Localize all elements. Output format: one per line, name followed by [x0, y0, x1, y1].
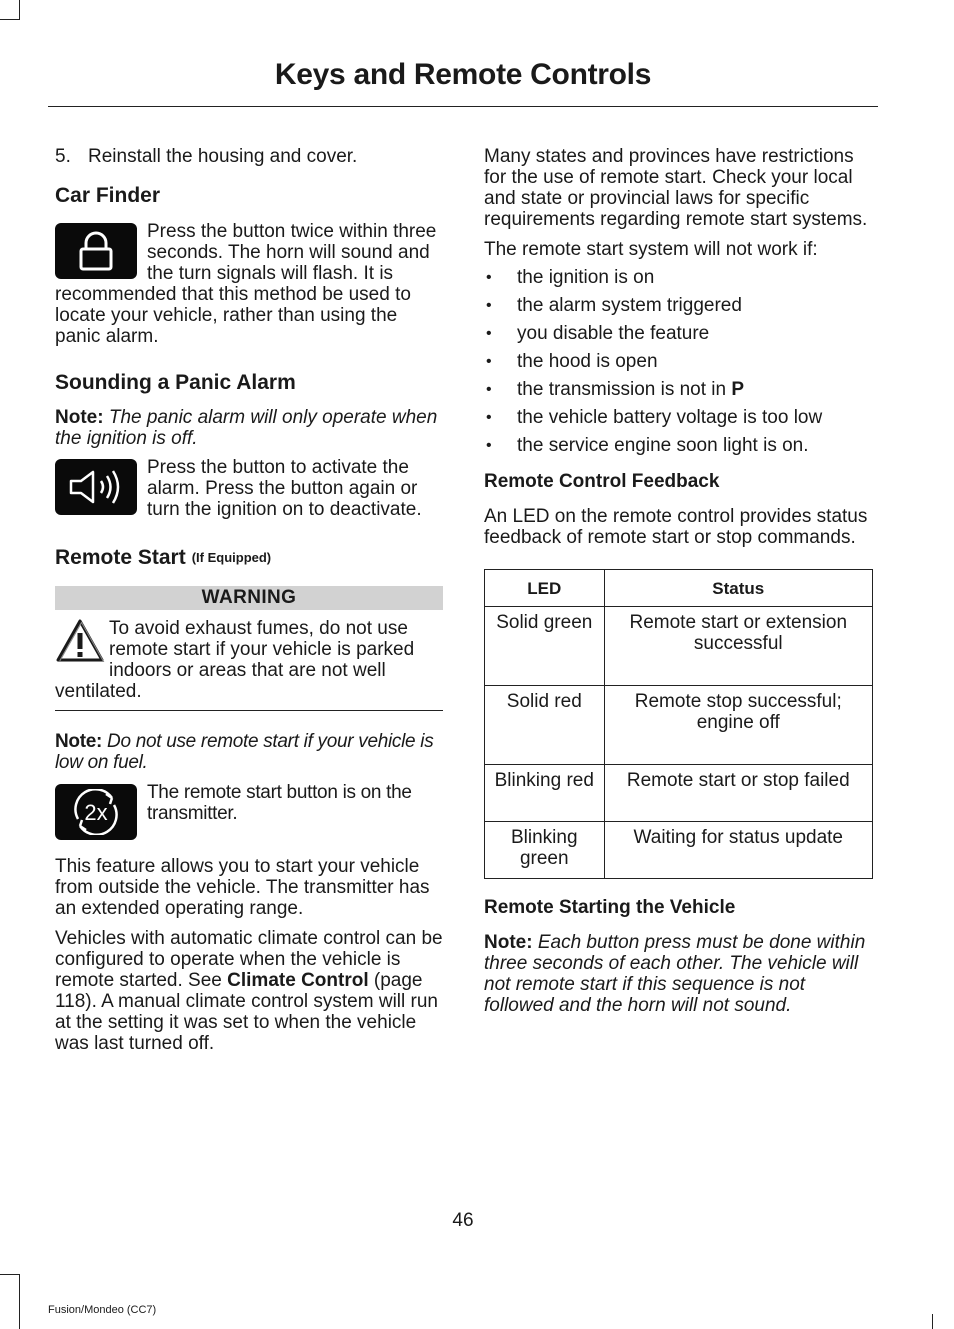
list-item [484, 379, 872, 401]
status-cell: Remote start or extension successful [604, 607, 872, 686]
table-row [485, 765, 873, 822]
crop-mark [19, 0, 20, 20]
warning-label: WARNING [55, 586, 443, 610]
list-item: • you disable the feature [484, 323, 872, 345]
note-label: Note: [55, 407, 104, 428]
climate-text-a: Vehicles with automatic climate control can be configured to operate when the vehicle is remote started. See [55, 928, 443, 992]
table-row [485, 686, 873, 765]
panic-alarm-block [55, 457, 443, 520]
panic-note [55, 407, 443, 449]
column-header-led: LED [485, 570, 605, 607]
remote-start-note [55, 731, 443, 773]
remote-start-title: Remote Start [55, 546, 186, 569]
car-finder-heading: Car Finder [55, 184, 161, 207]
restrictions-paragraph: Many states and provinces have restrictions for the use of remote start. Check your local and state or provincial laws for specific requirements regarding remote start systems. [484, 146, 868, 230]
warning-triangle-icon [55, 618, 105, 664]
list-item: • the alarm system triggered [484, 295, 872, 317]
climate-paragraph [55, 928, 443, 1054]
crop-mark [0, 1274, 20, 1275]
led-cell: Solid green [485, 607, 605, 686]
column-header-status: Status [604, 570, 872, 607]
list-item: • the vehicle battery voltage is too low [484, 407, 872, 429]
will-not-work-intro: The remote start system will not work if: [484, 239, 818, 260]
feedback-heading: Remote Control Feedback [484, 471, 720, 492]
warning-block [55, 618, 443, 702]
step-number: 5. [55, 146, 71, 167]
lock-icon [55, 223, 137, 279]
note-label: Note: [55, 731, 103, 753]
list-item-text: the transmission is not in [517, 379, 727, 400]
left-column [55, 146, 443, 1054]
step-text: Reinstall the housing and cover. [88, 146, 358, 167]
conditions-list [484, 267, 872, 457]
speaker-icon [55, 459, 137, 515]
table-header-row [485, 570, 873, 607]
remote-starting-note [484, 932, 872, 1016]
list-item: • the service engine soon light is on. [484, 435, 872, 457]
note-text: Do not use remote start if your vehicle is low on fuel. [55, 731, 434, 774]
feedback-text: An LED on the remote control provides status feedback of remote start or stop commands. [484, 506, 868, 548]
led-cell: Blinking green [485, 822, 605, 879]
note-label: Note: [484, 932, 533, 953]
warning-text: To avoid exhaust fumes, do not use remote start if your vehicle is parked indoors or areas that are not well ventilated. [55, 618, 415, 703]
crop-mark [0, 19, 20, 20]
footer-model: Fusion/Mondeo (CC7) [48, 1304, 157, 1316]
warning-divider [55, 710, 443, 711]
crop-mark [932, 1314, 933, 1329]
status-cell: Remote start or stop failed [604, 765, 872, 822]
led-status-table [484, 569, 873, 879]
remote-start-button-block [55, 782, 443, 844]
feature-paragraph: This feature allows you to start your vehicle from outside the vehicle. The transmitter has an extended operating range. [55, 856, 430, 920]
remote-start-heading [55, 546, 443, 570]
crop-mark [19, 1274, 20, 1329]
car-finder-text: Press the button twice within three seconds. The horn will sound and the turn signals will flash. It is recommended that this method be used to locate your vehicle, rather than using the panic alarm. [55, 221, 437, 347]
panic-alarm-heading: Sounding a Panic Alarm [55, 371, 296, 394]
step-5 [55, 146, 443, 167]
status-cell: Waiting for status update [604, 822, 872, 879]
icon-2x-label: 2x [84, 800, 108, 826]
note-text: Each button press must be done within three seconds of each other. The vehicle will not remote start if this sequence is not followed and the horn will not sound. [484, 932, 866, 1016]
remote-start-2x-icon [55, 784, 137, 840]
page-title: Keys and Remote Controls [274, 58, 652, 91]
title-divider [48, 106, 878, 107]
table-row [485, 607, 873, 686]
note-text: The panic alarm will only operate when the ignition is off. [55, 407, 438, 449]
equipped-tag: (If Equipped) [191, 550, 272, 566]
car-finder-block [55, 221, 443, 347]
climate-text-b: (page 118). A manual climate control system will run at the setting it was set to when the vehicle was last turned off. [55, 970, 438, 1055]
status-cell: Remote stop successful; engine off [604, 686, 872, 765]
climate-control-link[interactable]: Climate Control [227, 970, 369, 992]
remote-start-button-text: The remote start button is on the transmitter. [147, 782, 412, 825]
remote-starting-heading: Remote Starting the Vehicle [484, 897, 736, 918]
led-cell: Blinking red [485, 765, 605, 822]
gear-p: P [731, 379, 745, 400]
panic-alarm-text: Press the button to activate the alarm. Press the button again or turn the ignition on to deactivate. [147, 457, 422, 520]
list-item: • the hood is open [484, 351, 872, 373]
led-cell: Solid red [485, 686, 605, 765]
table-row [485, 822, 873, 879]
page-number: 46 [452, 1210, 474, 1231]
list-item: • the ignition is on [484, 267, 872, 289]
right-column [484, 146, 872, 1016]
